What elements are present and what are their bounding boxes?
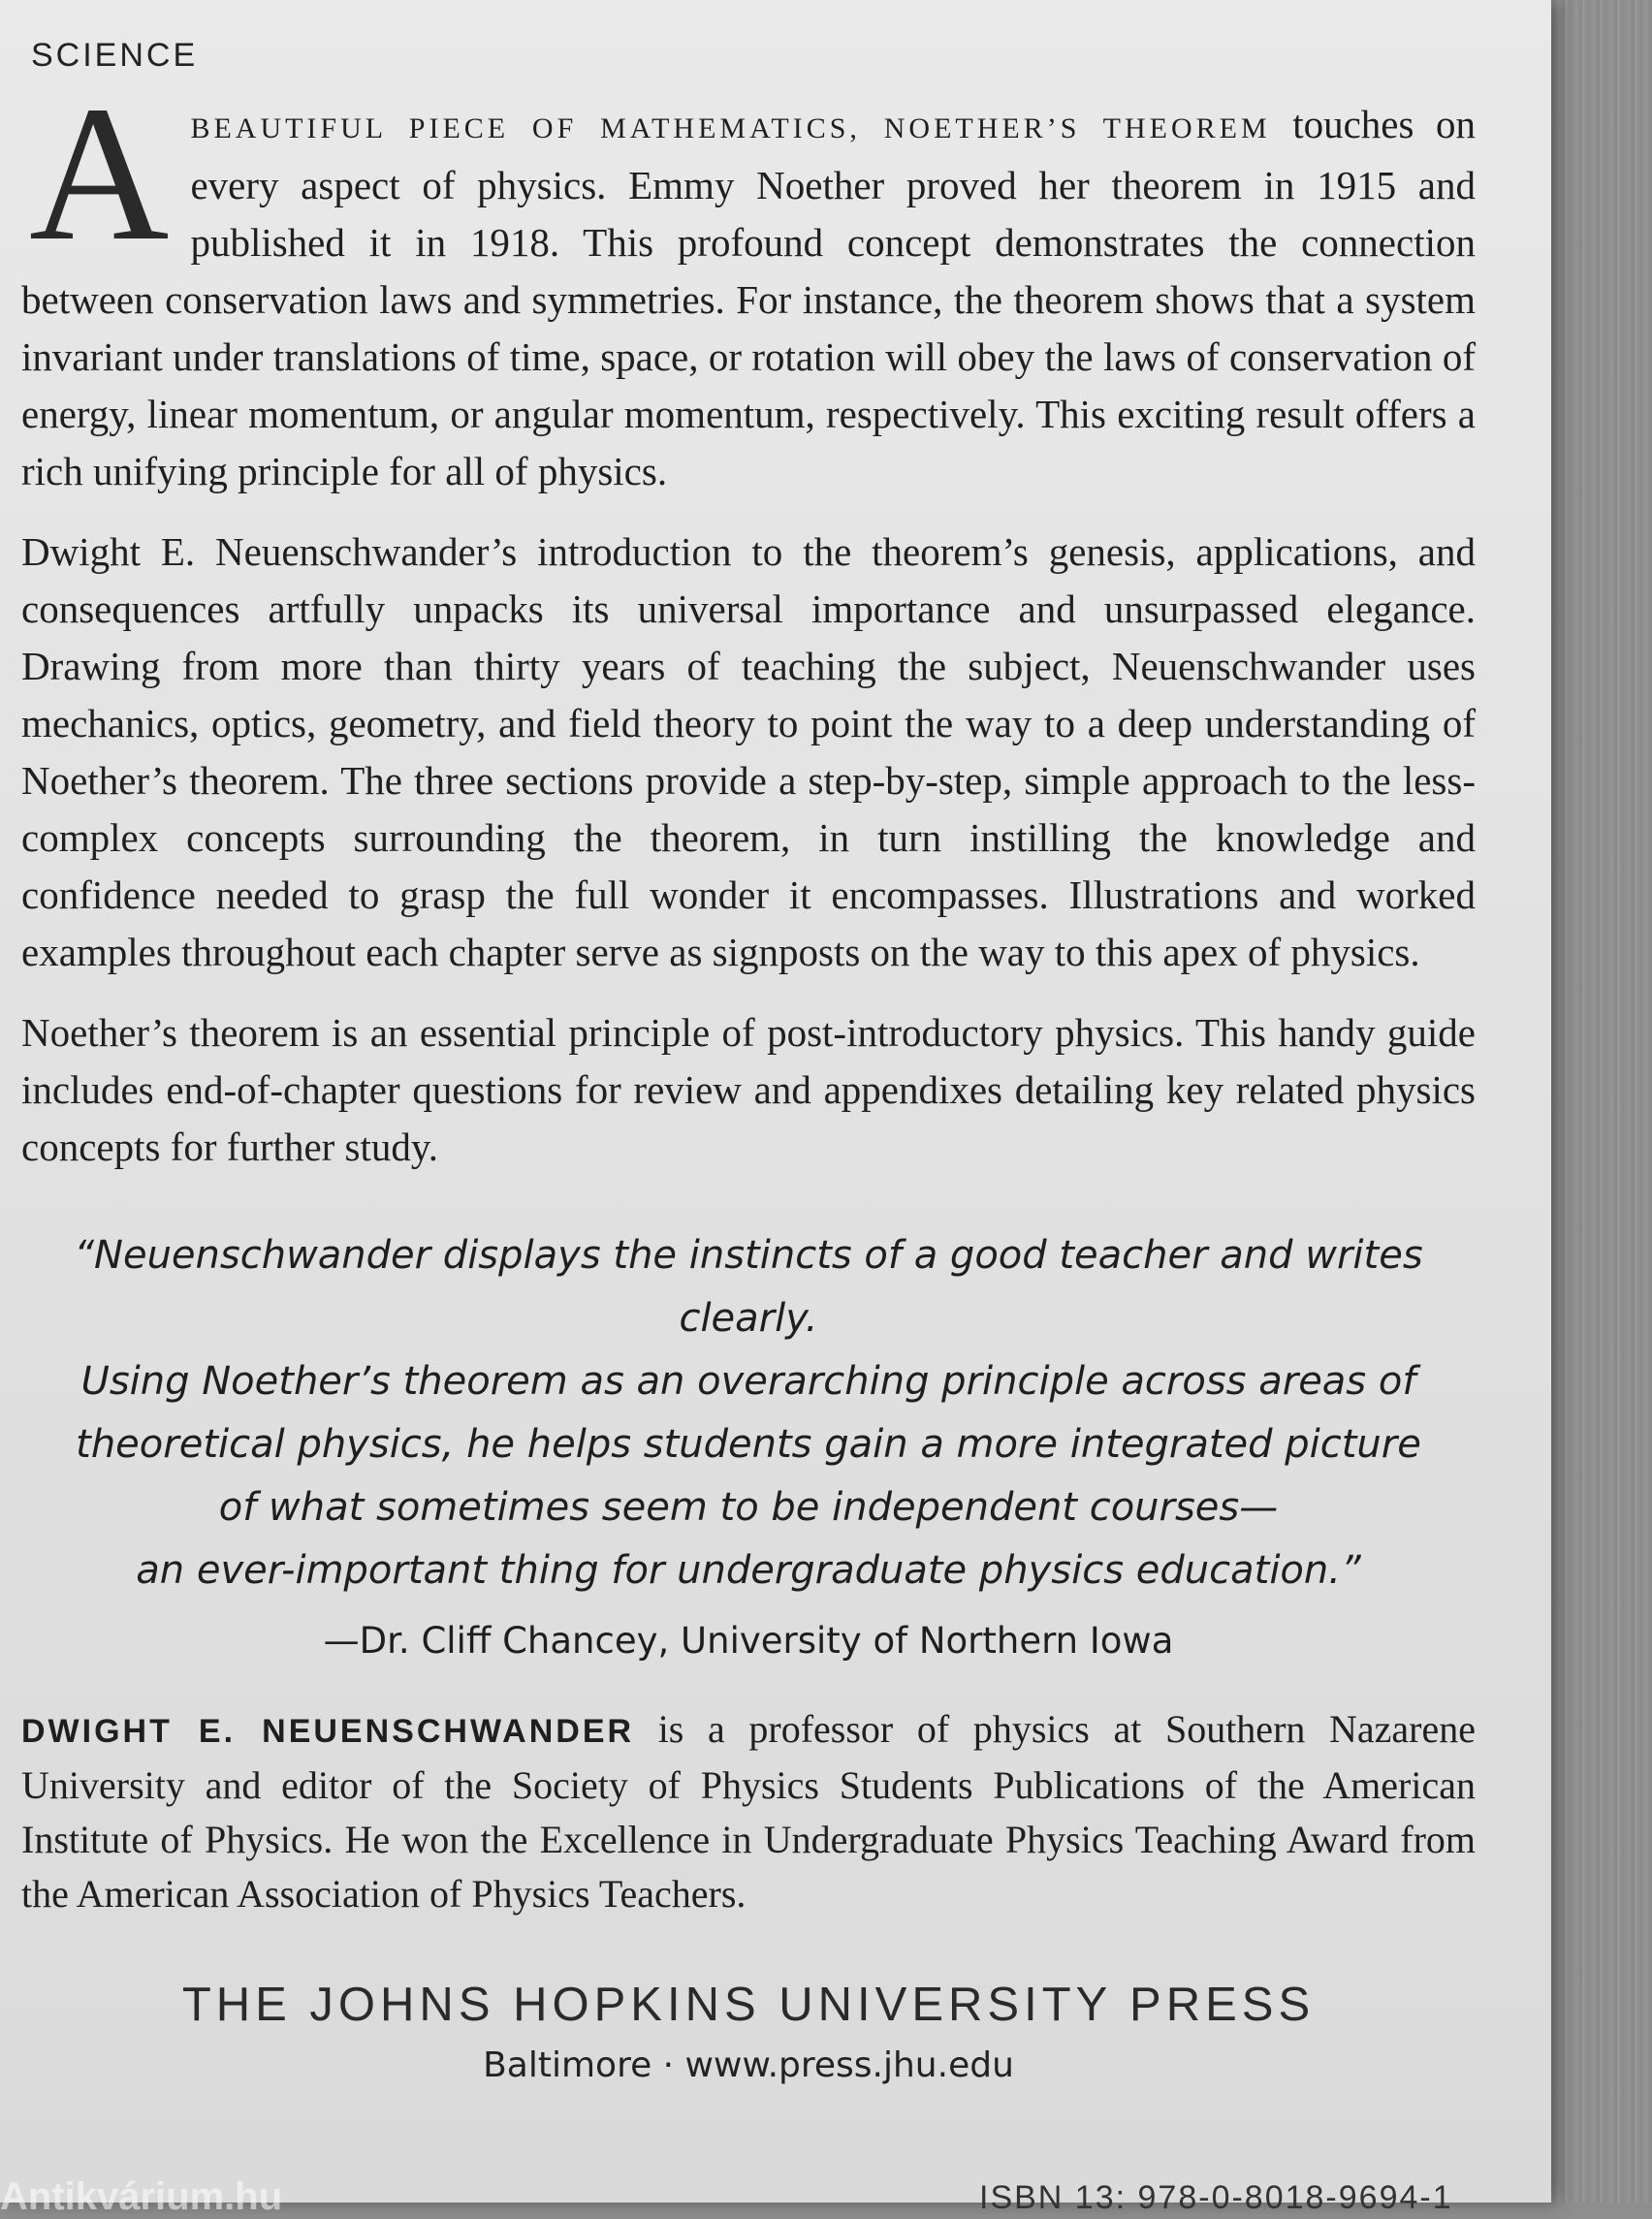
quote-attribution: —Dr. Cliff Chancey, University of Northern Iowa (323, 1620, 1174, 1662)
author-bio (21, 1702, 1476, 1921)
quote-line: “Neuenschwander displays the instincts of a good teacher and writes clearly. (74, 1233, 1423, 1341)
section-label: SCIENCE (31, 37, 199, 74)
publisher-location-url: Baltimore · www.press.jhu.edu (483, 2045, 1014, 2085)
cover-text-block (21, 29, 1476, 2085)
author-name: DWIGHT E. NEUENSCHWANDER (21, 1713, 635, 1750)
author-bio-text: is a professor of physics at Southern Nazarene University and editor of the Society of Physics Students Publications of the American Institute of Physics. He won the Excellence in Undergraduate Physics Teaching Award from the American Association of Physics Teachers. (21, 1707, 1476, 1916)
intro-paragraph (21, 67, 1476, 500)
publisher-name: THE JOHNS HOPKINS UNIVERSITY PRESS (181, 1979, 1316, 2031)
description-paragraph: Dwight E. Neuenschwander’s introduction to the theorem’s genesis, applications, and consequences artfully unpacks its universal importance and unsurpassed elegance. Drawing from more than thirty years of teaching the subject, Neuenschwander uses mechanics, optics, geometry, and field theory to point the way to a deep understanding of Noether’s theorem. The three sections provide a step-by-step, simple approach to the less-complex concepts surrounding the theorem, in turn instilling the knowledge and confidence needed to grasp the full wonder it encompasses. Illustrations and worked examples throughout each chapter serve as signposts on the way to this apex of physics. (21, 529, 1476, 974)
quote-line: theoretical physics, he helps students gain a more integrated picture (76, 1422, 1421, 1467)
intro-text: touches on every aspect of physics. Emmy Noether proved her theorem in 1915 and published it in 1918. This profound concept demonstrates the connection between conservation laws and symmetries. For instance, the theorem shows that a system invariant under translations of time, space, or rotation will obey the laws of conservation of energy, linear momentum, or angular momentum, respectively. This exciting result offers a rich unifying principle for all of physics. (21, 102, 1476, 493)
watermark: Antikvárium.hu (0, 2175, 283, 2218)
endorsement-quote (21, 1224, 1476, 1602)
quote-line: Using Noether’s theorem as an overarching principle across areas of (80, 1359, 1416, 1404)
intro-lead-caps: BEAUTIFUL PIECE OF MATHEMATICS, NOETHER’S THEOREM (190, 112, 1271, 144)
quote-line: an ever-important thing for undergraduate physics education.” (136, 1548, 1361, 1593)
summary-paragraph: Noether’s theorem is an essential principle of post-introductory physics. This handy guide includes end-of-chapter questions for review and appendixes detailing key related physics concepts for further study. (21, 1010, 1476, 1169)
quote-line: of what sometimes seem to be independent courses— (218, 1485, 1279, 1530)
isbn-text: ISBN 13: 978-0-8018-9694-1 (979, 2179, 1453, 2216)
drop-cap: A (29, 67, 170, 281)
